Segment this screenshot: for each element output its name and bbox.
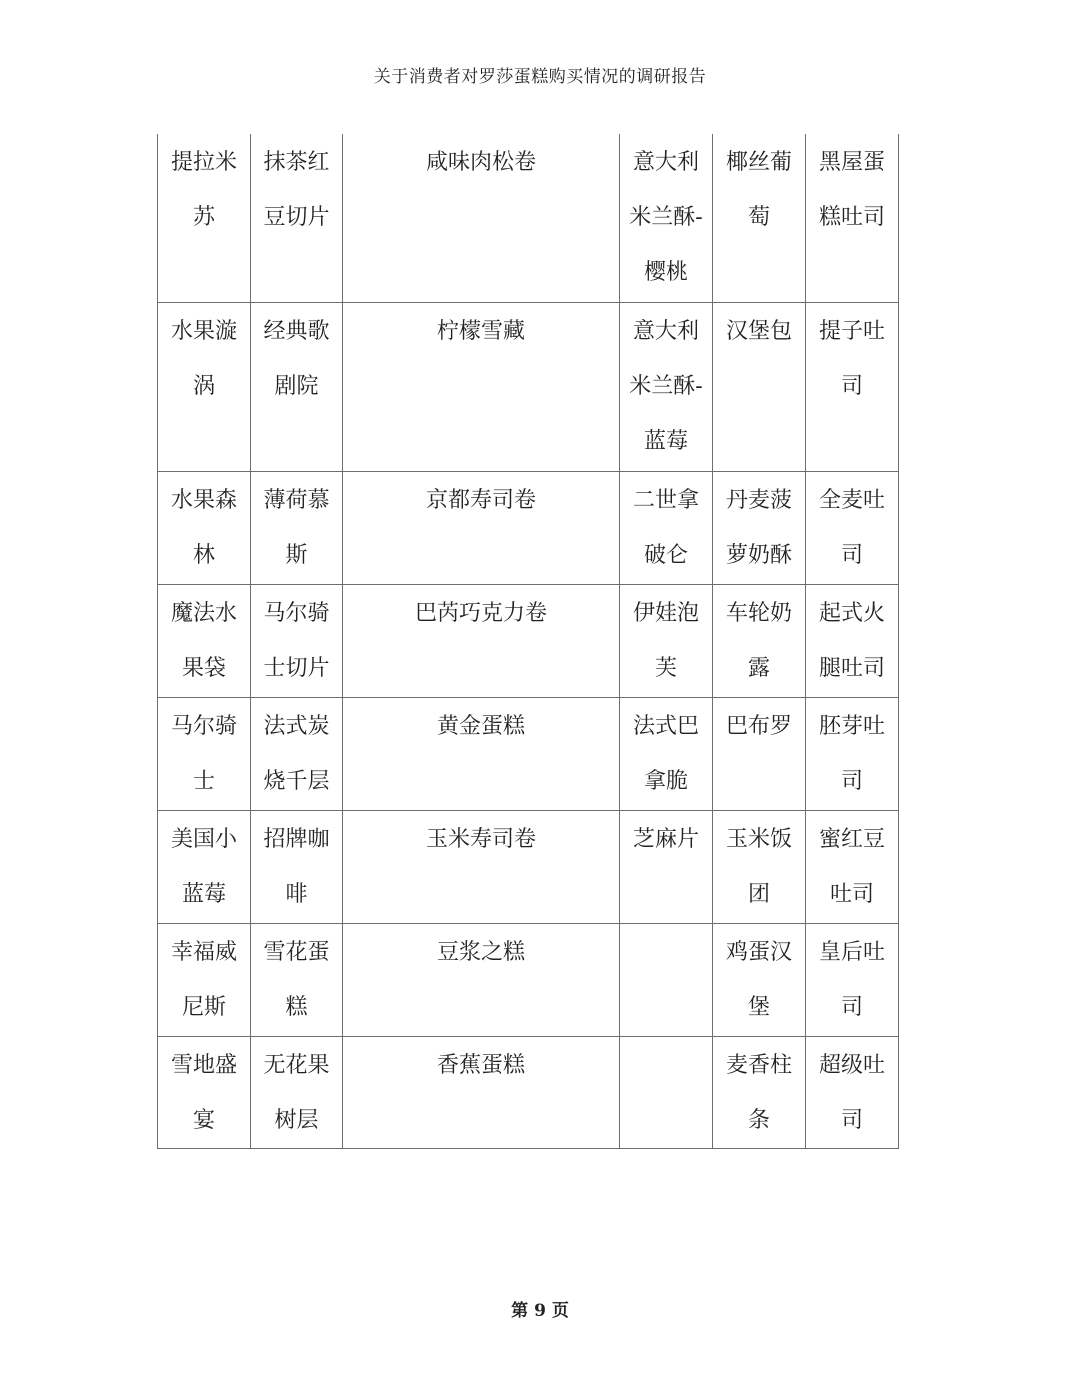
table-row bbox=[158, 471, 899, 584]
table-row bbox=[158, 923, 899, 1036]
table-cell: 水果森林 bbox=[158, 471, 251, 584]
table-cell: 香蕉蛋糕 bbox=[343, 1036, 620, 1148]
table-cell: 法式炭烧千层 bbox=[251, 697, 343, 810]
table-row bbox=[158, 584, 899, 697]
table-cell: 魔法水果袋 bbox=[158, 584, 251, 697]
table-cell: 椰丝葡萄 bbox=[713, 134, 806, 302]
table-cell: 汉堡包 bbox=[713, 302, 806, 471]
table-cell: 黄金蛋糕 bbox=[343, 697, 620, 810]
table-cell: 招牌咖啡 bbox=[251, 810, 343, 923]
table-cell: 麦香柱条 bbox=[713, 1036, 806, 1148]
table-cell: 无花果树层 bbox=[251, 1036, 343, 1148]
table-cell: 二世拿破仑 bbox=[620, 471, 713, 584]
table-cell: 水果漩涡 bbox=[158, 302, 251, 471]
table-cell: 豆浆之糕 bbox=[343, 923, 620, 1036]
table-cell: 意大利米兰酥-樱桃 bbox=[620, 134, 713, 302]
table-cell: 美国小蓝莓 bbox=[158, 810, 251, 923]
table-cell: 巴芮巧克力卷 bbox=[343, 584, 620, 697]
table-cell: 雪地盛宴 bbox=[158, 1036, 251, 1148]
table-row bbox=[158, 810, 899, 923]
table-cell: 车轮奶露 bbox=[713, 584, 806, 697]
page-number: 第 9 页 bbox=[511, 1301, 569, 1321]
table-row bbox=[158, 302, 899, 471]
table-cell: 法式巴拿脆 bbox=[620, 697, 713, 810]
table-cell: 蜜红豆吐司 bbox=[806, 810, 899, 923]
table-cell: 全麦吐司 bbox=[806, 471, 899, 584]
table-row bbox=[158, 134, 899, 302]
document-header-title: 关于消费者对罗莎蛋糕购买情况的调研报告 bbox=[373, 67, 707, 87]
table-cell bbox=[620, 923, 713, 1036]
table-cell: 丹麦菠萝奶酥 bbox=[713, 471, 806, 584]
table-cell: 芝麻片 bbox=[620, 810, 713, 923]
table-cell: 咸味肉松卷 bbox=[343, 134, 620, 302]
table-cell: 黑屋蛋糕吐司 bbox=[806, 134, 899, 302]
table-cell: 伊娃泡芙 bbox=[620, 584, 713, 697]
table-cell: 马尔骑士切片 bbox=[251, 584, 343, 697]
table-cell: 抹茶红豆切片 bbox=[251, 134, 343, 302]
table-cell: 玉米寿司卷 bbox=[343, 810, 620, 923]
table-cell: 意大利米兰酥-蓝莓 bbox=[620, 302, 713, 471]
table-cell: 巴布罗 bbox=[713, 697, 806, 810]
table-cell: 经典歌剧院 bbox=[251, 302, 343, 471]
table-cell: 京都寿司卷 bbox=[343, 471, 620, 584]
product-table-body bbox=[158, 134, 899, 1148]
table-cell: 柠檬雪藏 bbox=[343, 302, 620, 471]
table-cell: 薄荷慕斯 bbox=[251, 471, 343, 584]
table-cell: 提子吐司 bbox=[806, 302, 899, 471]
table-cell: 起式火腿吐司 bbox=[806, 584, 899, 697]
table-cell bbox=[620, 1036, 713, 1148]
table-cell: 马尔骑士 bbox=[158, 697, 251, 810]
table-cell: 幸福威尼斯 bbox=[158, 923, 251, 1036]
product-table bbox=[157, 134, 899, 1149]
table-cell: 胚芽吐司 bbox=[806, 697, 899, 810]
table-cell: 鸡蛋汉堡 bbox=[713, 923, 806, 1036]
table-cell: 皇后吐司 bbox=[806, 923, 899, 1036]
table-cell: 玉米饭团 bbox=[713, 810, 806, 923]
table-row bbox=[158, 697, 899, 810]
table-cell: 超级吐司 bbox=[806, 1036, 899, 1148]
table-cell: 提拉米苏 bbox=[158, 134, 251, 302]
table-row bbox=[158, 1036, 899, 1148]
table-cell: 雪花蛋糕 bbox=[251, 923, 343, 1036]
